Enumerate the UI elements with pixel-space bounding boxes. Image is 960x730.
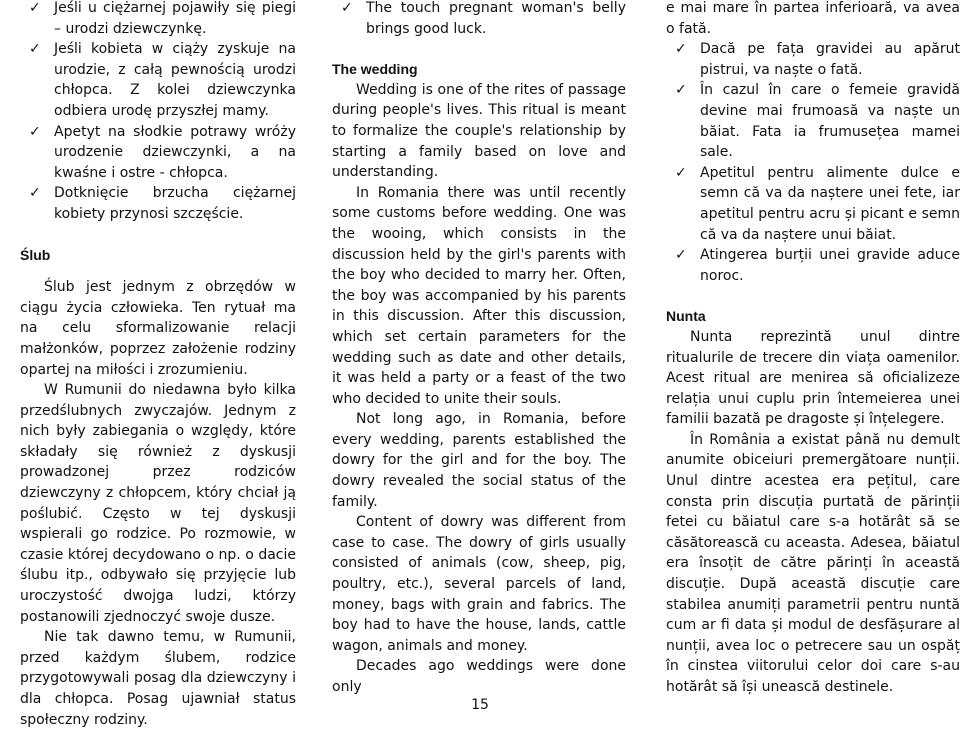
section-heading: The wedding (332, 61, 418, 78)
checklist-item: ✓ Jeśli u ciężarnej pojawiły się piegi – urodzi dziewczynkę. (29, 0, 296, 37)
checklist-item: ✓ Apetitul pentru alimente dulce e semn că va da naștere unei fete, iar apetitul pentru acru și picant e semn că va da naștere unui băiat. (675, 164, 960, 243)
paragraph: Not long ago, in Romania, before every wedding, parents established the dowry for the girl and for the boy. The dowry revealed the social status of the family. (332, 411, 626, 510)
paragraph: Content of dowry was different from case to case. The dowry of girls usually consisted of animals (cow, sheep, pig, poultry, etc.), several parcels of land, money, bags with grain and fabrics. The boy had to have the house, lands, cattle wagon, animals and money. (332, 514, 626, 654)
checkmark-icon: ✓ (675, 247, 687, 264)
paragraph: Wedding is one of the rites of passage during people's lives. This ritual is meant to formalize the couple's relationship by starting a family based on love and understanding. (332, 81, 626, 181)
checklist-item: ✓ În cazul în care o femeie gravidă devine mai frumoasă va naște un băiat. Fata ia frumusețea mamei sale. (675, 82, 960, 161)
paragraph: Ślub jest jednym z obrzędów w ciągu życia człowieka. Ten rytuał ma na celu sformalizowanie relacji małżonków, poprzez założenie rodziny opartej na miłości i zrozumieniu. (20, 279, 296, 378)
checklist-item: ✓ Dacă pe fața gravidei au apărut pistrui, va naște o fată. (675, 41, 960, 78)
checkmark-icon: ✓ (29, 41, 41, 58)
checkmark-icon: ✓ (675, 164, 687, 181)
checkmark-icon: ✓ (675, 82, 687, 99)
column-polish (20, 0, 296, 730)
paragraph: În România a existat până nu demult anumite obiceiuri premergătoare nunții. Unul dintre acestea era pețitul, care consta prin discuția purtată de părinții fetei cu băiatul care s-a hotărât să se căsătorească cu aceasta. Adesea, băiatul era însoțit de către părinți în această discuție. După această discuție care stabilea anumiți parametrii pentru nuntă cum ar fi data și modul de desfășurare al nunții, avea loc o petrecere sau un ospăț în cinstea viitorului celor doi care s-au hotărât să își unească destinele. (666, 431, 960, 695)
checklist-item: ✓ Apetyt na słodkie potrawy wróży urodzenie dziewczynki, a na kwaśne i ostre - chłopca. (29, 123, 296, 181)
checklist-item: ✓ Jeśli kobieta w ciąży zyskuje na urodzie, z całą pewnością urodzi chłopca. Z kolei dziewczynka odbiera urodę przyszłej mamy. (29, 41, 296, 119)
paragraph: Nunta reprezintă unul dintre ritualurile de trecere din viața oamenilor. Acest ritual are menirea să oficializeze relația unui cuplu prin întemeierea unei familii bazată pe dragoste și înțelegere. (666, 328, 960, 428)
checklist-item: ✓ Dotknięcie brzucha ciężarnej kobiety przynosi szczęście. (29, 185, 296, 222)
section-heading: Ślub (20, 246, 51, 263)
paragraph-continued: e mai mare în partea inferioară, va avea o fată. (666, 0, 960, 37)
checklist-item: ✓ The touch pregnant woman's belly brings good luck. (341, 0, 626, 37)
column-romanian (666, 0, 960, 698)
checkmark-icon: ✓ (341, 0, 353, 16)
checkmark-icon: ✓ (29, 0, 41, 16)
section-heading: Nunta (666, 308, 706, 325)
checkmark-icon: ✓ (29, 185, 41, 202)
page-number: 15 (471, 697, 489, 713)
checkmark-icon: ✓ (29, 123, 41, 140)
paragraph: Nie tak dawno temu, w Rumunii, przed każdym ślubem, rodzice przygotowywali posag dla dziewczyny i dla chłopca. Posag ujawniał status społeczny rodziny. (20, 629, 296, 728)
column-english (332, 0, 626, 698)
checklist-item: ✓ Atingerea burții unei gravide aduce noroc. (675, 247, 960, 284)
paragraph: In Romania there was until recently some customs before wedding. One was the wooing, which consists in the discussion held by the girl's parents with the boy who decided to marry her. Often, the boy was accompanied by his parents in this discussion. After this discussion, which set certain parameters for the wedding such as date and other details, it was held a party or a feast of the two who decided to unite their souls. (332, 184, 626, 407)
checkmark-icon: ✓ (675, 41, 687, 58)
paragraph: W Rumunii do niedawna było kilka przedślubnych zwyczajów. Jednym z nich były zabiegania o względy, które składały się również z dyskusji prowadzonej przez rodziców dziewczyny z chłopcem, który chciał ją poślubić. Często w tej dyskusji wspierali go rodzice. Po rozmowie, w czasie której decydowano o np. o dacie ślubu itp., odbywało się przyjęcie lub uroczystość dwojga ludzi, którzy postanowili zjednoczyć swoje dusze. (20, 382, 296, 625)
paragraph: Decades ago weddings were done only (332, 658, 626, 695)
